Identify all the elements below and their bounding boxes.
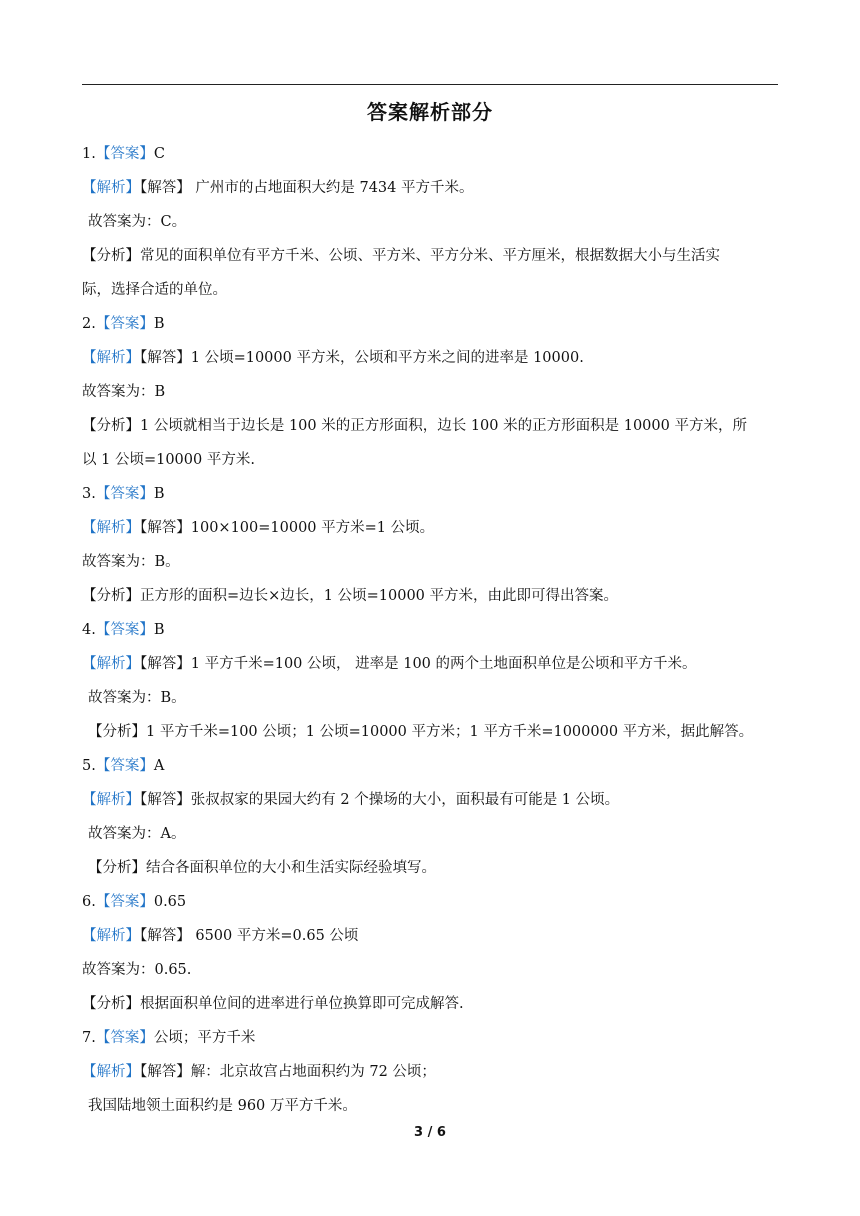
- solution-line: 【解析】【解答】张叔叔家的果园大约有 2 个操场的大小，面积最有可能是 1 公顷。: [82, 792, 620, 808]
- answer-line: 2.【答案】B: [82, 316, 165, 332]
- answer-line: 5.【答案】A: [82, 758, 165, 774]
- solution-line: 【解析】【解答】1 平方千米=100 公顷， 进率是 100 的两个土地面积单位是公顷和平方千米。: [82, 656, 697, 672]
- analysis-line: 【分析】常见的面积单位有平方千米、公顷、平方米、平方分米、平方厘米，根据数据大小与生活实: [82, 248, 720, 264]
- solution-line: 【解析】【解答】1 公顷=10000 平方米，公顷和平方米之间的进率是 10000.: [82, 350, 584, 366]
- solution-line: 【解析】【解答】 6500 平方米=0.65 公顷: [82, 928, 359, 944]
- conclusion-line: 故答案为：C。: [88, 214, 187, 230]
- analysis-line: 【分析】正方形的面积=边长×边长，1 公顷=10000 平方米，由此即可得出答案。: [82, 588, 619, 604]
- answer-line: 4.【答案】B: [82, 622, 165, 638]
- answer-content: [82, 137, 782, 1123]
- analysis-line: 【分析】根据面积单位间的进率进行单位换算即可完成解答.: [82, 996, 464, 1012]
- solution-line: 【解析】【解答】解：北京故宫占地面积约为 72 公顷；: [82, 1064, 436, 1080]
- analysis-line: 【分析】结合各面积单位的大小和生活实际经验填写。: [88, 860, 436, 876]
- page-title: 答案解析部分: [367, 100, 493, 124]
- solution-line: 【解析】【解答】 广州市的占地面积大约是 7434 平方千米。: [82, 180, 474, 196]
- analysis-line: 以 1 公顷=10000 平方米.: [82, 452, 255, 468]
- conclusion-line: 故答案为：B: [82, 384, 166, 400]
- answer-line: 6.【答案】0.65: [82, 894, 187, 910]
- solution-line: 【解析】【解答】100×100=10000 平方米=1 公顷。: [82, 520, 435, 536]
- answer-line: 7.【答案】公顷；平方千米: [82, 1030, 256, 1046]
- answer-line: 1.【答案】C: [82, 146, 165, 162]
- solution-line: 我国陆地领土面积约是 960 万平方千米。: [88, 1098, 357, 1114]
- analysis-line: 【分析】1 平方千米=100 公顷；1 公顷=10000 平方米；1 平方千米=1000000 平方米，据此解答。: [88, 724, 754, 740]
- conclusion-line: 故答案为：0.65.: [82, 962, 192, 978]
- answer-line: 3.【答案】B: [82, 486, 165, 502]
- conclusion-line: 故答案为：A。: [88, 826, 186, 842]
- analysis-line: 际，选择合适的单位。: [82, 282, 227, 298]
- conclusion-line: 故答案为：B。: [88, 690, 186, 706]
- header-rule: [82, 84, 778, 85]
- page-number: 3 / 6: [414, 1125, 446, 1140]
- conclusion-line: 故答案为：B。: [82, 554, 180, 570]
- analysis-line: 【分析】1 公顷就相当于边长是 100 米的正方形面积，边长 100 米的正方形面积是 10000 平方米，所: [82, 418, 747, 434]
